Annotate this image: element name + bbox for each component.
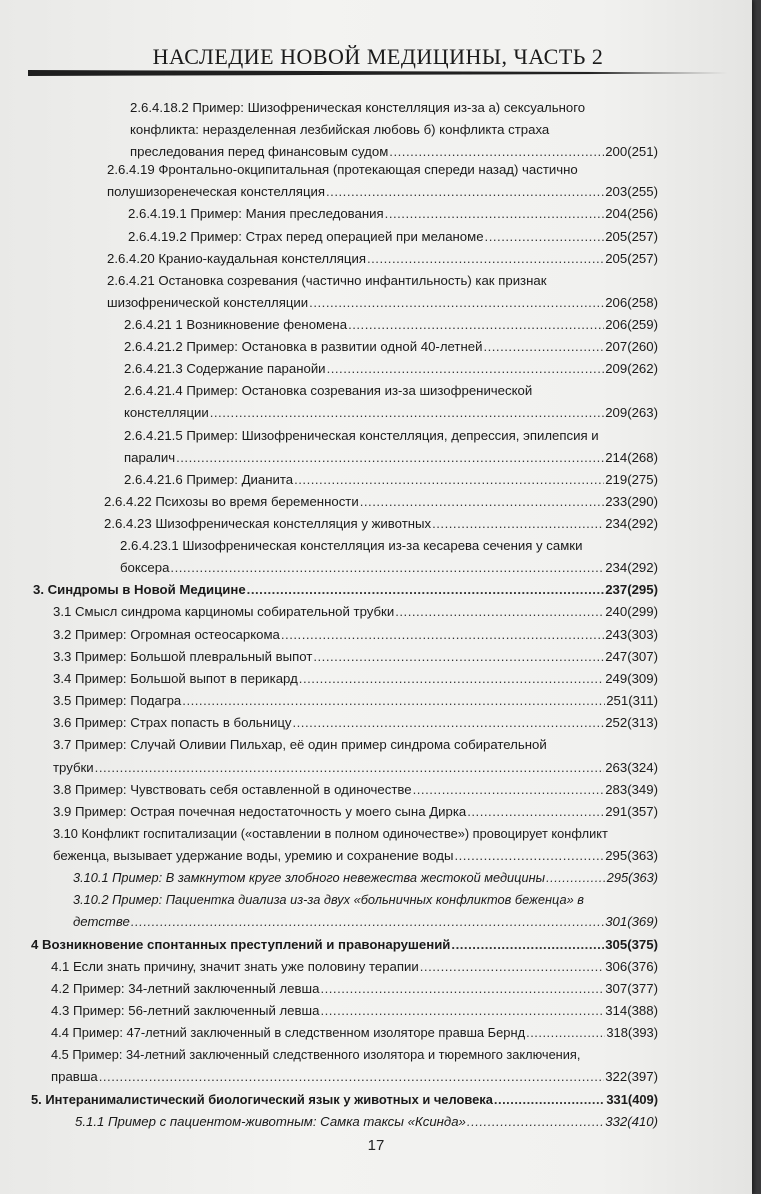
toc-entry[interactable] xyxy=(53,671,658,687)
toc-entry[interactable] xyxy=(73,914,658,930)
toc-entry-title: 3.2 Пример: Огромная остеосаркома xyxy=(53,627,280,642)
leader-dots xyxy=(454,848,604,864)
toc-entry[interactable] xyxy=(51,1069,658,1085)
leader-dots xyxy=(420,959,604,975)
toc-entry-title: 2.6.4.21 1 Возникновение феномена xyxy=(124,317,348,332)
toc-entry-page: 206(258) xyxy=(605,295,658,310)
toc-entry-page: 204(256) xyxy=(605,206,658,221)
toc-entry[interactable] xyxy=(130,144,658,160)
leader-dots xyxy=(432,516,604,532)
toc-entry-title: шизофренической констелляции xyxy=(107,295,309,310)
leader-dots xyxy=(281,627,604,643)
leader-dots xyxy=(131,914,604,930)
toc-entry[interactable] xyxy=(53,848,658,864)
toc-entry[interactable] xyxy=(124,361,658,377)
toc-line: 2.6.4.21.5 Пример: Шизофреническая констелляция, депрессия, эпилепсия и xyxy=(124,428,599,443)
leader-dots xyxy=(95,760,605,776)
leader-dots xyxy=(182,693,605,709)
toc-entry[interactable] xyxy=(107,251,658,267)
leader-dots xyxy=(309,295,604,311)
toc-entry-page: 207(260) xyxy=(605,339,658,354)
toc-entry[interactable] xyxy=(104,516,658,532)
toc-entry-page: 206(259) xyxy=(605,317,658,332)
leader-dots xyxy=(483,339,604,355)
toc-line: конфликта: неразделенная лезбийская любовь б) конфликта страха xyxy=(130,122,550,137)
toc-entry-title: 3.1 Смысл синдрома карциномы собирательной трубки xyxy=(53,604,395,619)
toc-entry[interactable] xyxy=(51,1003,658,1019)
leader-dots xyxy=(313,649,604,665)
toc-entry[interactable] xyxy=(73,870,658,886)
toc-entry[interactable] xyxy=(128,229,658,245)
toc-entry-title: 5. Интеранималистический биологический язык у животных и человека xyxy=(31,1092,493,1107)
toc-entry[interactable] xyxy=(53,604,658,620)
leader-dots xyxy=(395,604,604,620)
toc-entry-title: 5.1.1 Пример с пациентом-животным: Самка таксы «Ксинда» xyxy=(75,1114,466,1129)
toc-chapter-entry[interactable] xyxy=(33,582,658,598)
toc-entry-page: 331(409) xyxy=(606,1092,658,1107)
toc-entry-page: 305(375) xyxy=(605,937,658,952)
toc-entry[interactable] xyxy=(107,184,658,200)
toc-entry[interactable] xyxy=(124,450,658,466)
toc-entry-title: 2.6.4.21.2 Пример: Остановка в развитии одной 40-летней xyxy=(124,339,483,354)
toc-entry-title: 2.6.4.19.1 Пример: Мания преследования xyxy=(128,206,384,221)
toc-entry-page: 214(268) xyxy=(605,450,658,465)
toc-entry[interactable] xyxy=(53,782,658,798)
toc-entry-title: 3.4 Пример: Большой выпот в перикард xyxy=(53,671,298,686)
toc-entry-page: 263(324) xyxy=(605,760,658,775)
toc-entry-page: 240(299) xyxy=(605,604,658,619)
toc-entry-page: 243(303) xyxy=(605,627,658,642)
leader-dots xyxy=(247,582,605,598)
toc-entry[interactable] xyxy=(53,715,658,731)
leader-dots xyxy=(526,1025,605,1041)
toc-entry-title: 4.3 Пример: 56-летний заключенный левша xyxy=(51,1003,320,1018)
toc-line: 2.6.4.23.1 Шизофреническая констелляция из-за кесарева сечения у самки xyxy=(120,538,583,553)
toc-entry[interactable] xyxy=(53,760,658,776)
toc-line: 2.6.4.21.4 Пример: Остановка созревания из-за шизофренической xyxy=(124,383,533,398)
toc-entry[interactable] xyxy=(124,317,658,333)
toc-entry-page: 249(309) xyxy=(605,671,658,686)
toc-line: 2.6.4.21 Остановка созревания (частично инфантильность) как признак xyxy=(107,273,547,288)
toc-entry-page: 332(410) xyxy=(605,1114,658,1129)
toc-entry-title: полушизоренеческая констелляция xyxy=(107,184,326,199)
leader-dots xyxy=(294,472,604,488)
toc-entry-page: 247(307) xyxy=(605,649,658,664)
toc-entry-title: 3.6 Пример: Страх попасть в больницу xyxy=(53,715,292,730)
toc-entry-title: преследования перед финансовым судом xyxy=(130,144,389,159)
toc-entry-title: детстве xyxy=(73,914,130,929)
toc-entry[interactable] xyxy=(53,804,658,820)
toc-entry-title: правша xyxy=(51,1069,98,1084)
toc-line: 2.6.4.19 Фронтально-окципитальная (протекающая спереди назад) частично xyxy=(107,162,578,177)
leader-dots xyxy=(348,317,604,333)
leader-dots xyxy=(99,1069,604,1085)
toc-entry-page: 283(349) xyxy=(605,782,658,797)
leader-dots xyxy=(467,804,604,820)
toc-chapter-entry[interactable] xyxy=(31,937,658,953)
toc-entry-page: 200(251) xyxy=(605,144,658,159)
toc-entry-page: 301(369) xyxy=(605,914,658,929)
leader-dots xyxy=(385,206,605,222)
toc-entry-page: 209(263) xyxy=(605,405,658,420)
leader-dots xyxy=(299,671,604,687)
toc-chapter-entry[interactable] xyxy=(31,1092,658,1108)
toc-entry-page: 203(255) xyxy=(605,184,658,199)
toc-entry-title: паралич xyxy=(124,450,176,465)
toc-entry-page: 307(377) xyxy=(605,981,658,996)
toc-entry-page: 314(388) xyxy=(605,1003,658,1018)
leader-dots xyxy=(210,405,604,421)
toc-entry[interactable] xyxy=(107,295,658,311)
toc-entry-page: 252(313) xyxy=(605,715,658,730)
toc-entry-title: 3. Синдромы в Новой Медицине xyxy=(33,582,246,597)
toc-entry-title: 2.6.4.23 Шизофреническая констелляция у животных xyxy=(104,516,432,531)
toc-entry[interactable] xyxy=(75,1114,658,1130)
toc-entry-title: трубки xyxy=(53,760,94,775)
toc-entry-title: 3.3 Пример: Большой плевральный выпот xyxy=(53,649,313,664)
header-rule xyxy=(28,70,728,76)
toc-line: 2.6.4.18.2 Пример: Шизофреническая констелляция из-за а) сексуального xyxy=(130,100,586,115)
toc-entry-page: 209(262) xyxy=(605,361,658,376)
toc-entry[interactable] xyxy=(120,560,658,576)
leader-dots xyxy=(494,1092,605,1108)
leader-dots xyxy=(413,782,605,798)
toc-entry-title: 3.9 Пример: Острая почечная недостаточность у моего сына Дирка xyxy=(53,804,467,819)
toc-entry-title: 4.1 Если знать причину, значит знать уже половину терапии xyxy=(51,959,419,974)
toc-entry-title: констелляции xyxy=(124,405,209,420)
page-number: 17 xyxy=(367,1137,385,1154)
running-header: НАСЛЕДИЕ НОВОЙ МЕДИЦИНЫ, ЧАСТЬ 2 xyxy=(152,44,604,69)
toc-entry-title: 2.6.4.21.3 Содержание паранойи xyxy=(124,361,326,376)
leader-dots xyxy=(176,450,604,466)
leader-dots xyxy=(170,560,604,576)
toc-entry[interactable] xyxy=(128,206,658,222)
toc-entry-page: 237(295) xyxy=(605,582,658,597)
toc-entry-page: 234(292) xyxy=(605,560,658,575)
toc-entry[interactable] xyxy=(53,627,658,643)
toc-entry-page: 295(363) xyxy=(605,848,658,863)
toc-entry-page: 234(292) xyxy=(605,516,658,531)
leader-dots xyxy=(451,937,604,953)
toc-entry[interactable] xyxy=(51,981,658,997)
leader-dots xyxy=(360,494,605,510)
leader-dots xyxy=(327,361,605,377)
toc-entry-page: 219(275) xyxy=(605,472,658,487)
toc-entry-title: беженца, вызывает удержание воды, уремию и сохранение воды xyxy=(53,848,454,863)
toc-line: 3.10 Конфликт госпитализации («оставлении в полном одиночестве») провоцирует конфликт xyxy=(53,826,608,841)
toc-entry-page: 322(397) xyxy=(605,1069,658,1084)
leader-dots xyxy=(546,870,606,886)
toc-line: 3.7 Пример: Случай Оливии Пильхар, её один пример синдрома собирательной xyxy=(53,737,547,752)
toc-entry[interactable] xyxy=(124,405,658,421)
toc-line: 3.10.2 Пример: Пациентка диализа из-за двух «больничных конфликтов беженца» в xyxy=(73,892,584,907)
toc-entry-title: 2.6.4.20 Кранио-каудальная констелляция xyxy=(107,251,366,266)
toc-entry-title: боксера xyxy=(120,560,170,575)
toc-entry[interactable] xyxy=(51,959,658,975)
toc-entry[interactable] xyxy=(51,1025,658,1041)
toc-entry-page: 318(393) xyxy=(606,1025,658,1040)
toc-entry-title: 4.2 Пример: 34-летний заключенный левша xyxy=(51,981,320,996)
toc-entry-page: 251(311) xyxy=(606,693,658,708)
toc-entry-page: 233(290) xyxy=(605,494,658,509)
toc-entry-title: 3.5 Пример: Подагра xyxy=(53,693,182,708)
toc-entry[interactable] xyxy=(124,472,658,488)
toc-entry[interactable] xyxy=(124,339,658,355)
leader-dots xyxy=(326,184,604,200)
toc-entry-page: 291(357) xyxy=(605,804,658,819)
leader-dots xyxy=(367,251,604,267)
toc-line: 4.5 Пример: 34-летний заключенный следственного изолятора и тюремного заключения, xyxy=(51,1047,581,1062)
toc-entry-title: 3.10.1 Пример: В замкнутом круге злобного невежества жестокой медицины xyxy=(73,870,546,885)
toc-entry-page: 205(257) xyxy=(605,229,658,244)
toc-entry[interactable] xyxy=(53,649,658,665)
toc-entry-title: 4.4 Пример: 47-летний заключенный в следственном изоляторе правша Бернд xyxy=(51,1025,526,1040)
toc-entry-page: 295(363) xyxy=(606,870,658,885)
toc-entry[interactable] xyxy=(104,494,658,510)
toc-entry-title: 2.6.4.21.6 Пример: Дианита xyxy=(124,472,294,487)
leader-dots xyxy=(320,1003,604,1019)
toc-entry-title: 4 Возникновение спонтанных преступлений и правонарушений xyxy=(31,937,451,952)
leader-dots xyxy=(320,981,604,997)
toc-entry-title: 2.6.4.19.2 Пример: Страх перед операцией при меланоме xyxy=(128,229,484,244)
leader-dots xyxy=(485,229,605,245)
toc-entry-title: 3.8 Пример: Чувствовать себя оставленной в одиночестве xyxy=(53,782,412,797)
leader-dots xyxy=(467,1114,604,1130)
toc-entry-page: 306(376) xyxy=(605,959,658,974)
toc-entry[interactable] xyxy=(53,693,658,709)
leader-dots xyxy=(389,144,604,160)
toc-entry-title: 2.6.4.22 Психозы во время беременности xyxy=(104,494,359,509)
leader-dots xyxy=(292,715,604,731)
toc-entry-page: 205(257) xyxy=(605,251,658,266)
